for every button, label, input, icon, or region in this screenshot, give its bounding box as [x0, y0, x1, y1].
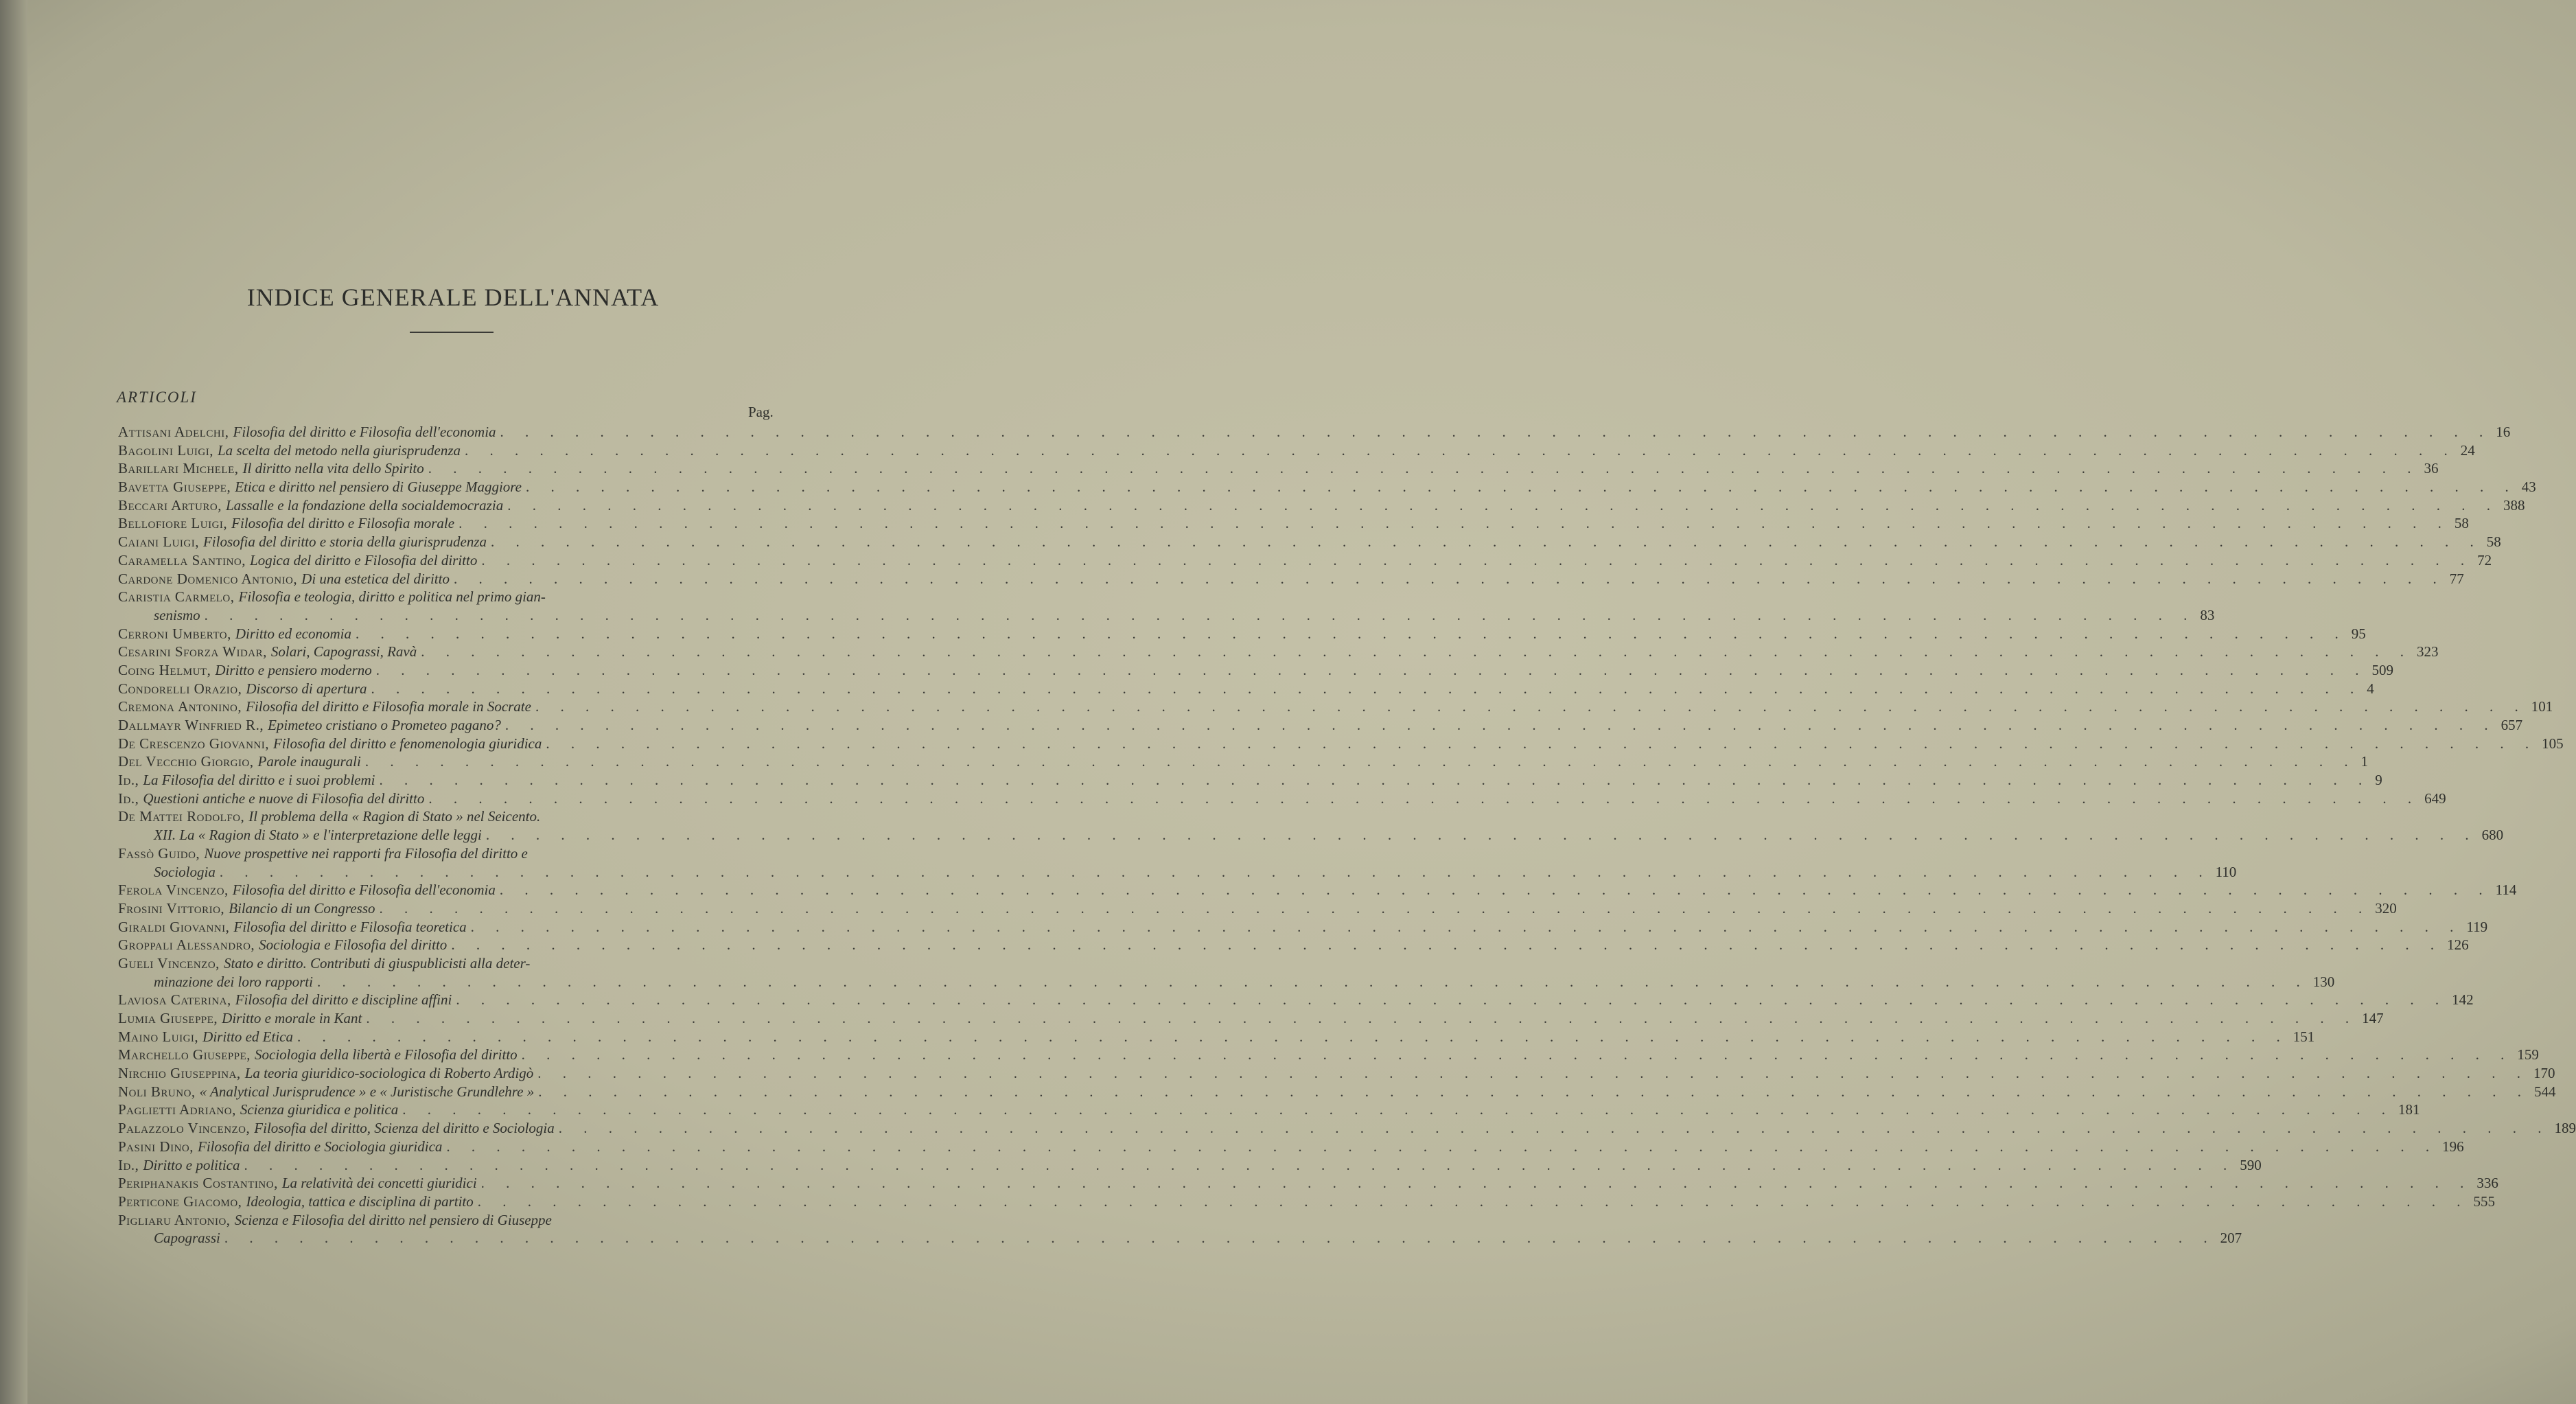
- index-entry: [118, 459, 2439, 478]
- leader-dots: . . . . . . . . . . . . . . . . . . . . . . . . . . . . . . . . . . . . . . . . . . . . . . . . . . . . . . . . . . . . . . . . . . . . . . . . . . . . . . . .: [451, 936, 2444, 954]
- entry-page-number: 114: [2495, 882, 2517, 899]
- index-entry: [118, 588, 796, 606]
- entry-title: Filosofia del diritto e Filosofia dell'economia: [232, 882, 496, 899]
- leader-dots: . . . . . . . . . . . . . . . . . . . . . . . . . . . . . . . . . . . . . . . . . . . . . . . . . . . . . . . . . . . . . . . . . . . . . . . . . . . . . . . .: [459, 515, 2450, 532]
- entry-title: Filosofia del diritto e Sociologia giuridica: [198, 1138, 443, 1155]
- entry-title: Nuove prospettive nei rapporti fra Filosofia del diritto e: [204, 844, 528, 862]
- entry-title-continued: XII. La « Ragion di Stato » e l'interpretazione delle leggi: [154, 827, 482, 844]
- entry-title: Parole inaugurali: [257, 753, 361, 770]
- leader-dots: . . . . . . . . . . . . . . . . . . . . . . . . . . . . . . . . . . . . . . . . . . . . . . . . . . . . . . . . . . . . . . . . . . . . . . . . . . . . . . . .: [480, 1175, 2473, 1192]
- leader-dots: . . . . . . . . . . . . . . . . . . . . . . . . . . . . . . . . . . . . . . . . . . . . . . . . . . . . . . . . . . . . . . . . . . . . . . . . . . . . . . . .: [355, 625, 2347, 642]
- entry-author: Bellofiore Luigi,: [118, 515, 228, 532]
- index-entry: [118, 752, 2369, 771]
- entry-page-number: 4: [2367, 680, 2374, 697]
- entry-title: Bilancio di un Congresso: [229, 899, 375, 917]
- index-entry: [118, 496, 2525, 515]
- entry-page-number: 196: [2442, 1138, 2464, 1155]
- entry-author: De Mattei Rodolfo,: [118, 808, 245, 825]
- index-entry: [118, 478, 2536, 496]
- index-entry: [118, 936, 2469, 954]
- index-entry: [118, 698, 2553, 716]
- leader-dots: . . . . . . . . . . . . . . . . . . . . . . . . . . . . . . . . . . . . . . . . . . . . . . . . . . . . . . . . . . . . . . . . . . . . . . . . . . . . . . . .: [453, 570, 2446, 587]
- leader-dots: . . . . . . . . . . . . . . . . . . . . . . . . . . . . . . . . . . . . . . . . . . . . . . . . . . . . . . . . . . . . . . . . . . . . . . . . . . . . . . . .: [504, 717, 2497, 733]
- entry-author: Cardone Domenico Antonio,: [118, 570, 298, 587]
- entry-title: Scienza giuridica e politica: [240, 1101, 399, 1118]
- entry-author: Id.,: [118, 772, 139, 789]
- entry-page-number: 147: [2362, 1010, 2384, 1026]
- entry-page-number: 110: [2215, 863, 2237, 880]
- entry-author: Frosini Vittorio,: [118, 899, 225, 917]
- index-entry: [118, 1083, 2556, 1101]
- entry-author: Bagolini Luigi,: [118, 441, 213, 459]
- page-title: INDICE GENERALE DELL'ANNATA: [246, 284, 660, 311]
- index-entry: [118, 533, 2501, 551]
- entry-page-number: 43: [2521, 479, 2536, 496]
- entry-title: Filosofia del diritto e Filosofia morale: [231, 515, 455, 532]
- entry-author: Id.,: [118, 1156, 139, 1173]
- entry-title: Filosofia del diritto e discipline affini: [235, 991, 452, 1009]
- entry-title-continued: Capograssi: [154, 1230, 220, 1247]
- index-entry: [118, 661, 2394, 680]
- entry-author: Condorelli Orazio,: [118, 680, 242, 697]
- entry-title: Il diritto nella vita dello Spirito: [242, 460, 424, 477]
- entry-author: Caiani Luigi,: [118, 533, 199, 551]
- entry-author: Dallmayr Winfried R.,: [118, 717, 264, 733]
- leader-dots: . . . . . . . . . . . . . . . . . . . . . . . . . . . . . . . . . . . . . . . . . . . . . . . . . . . . . . . . . . . . . . . . . . . . . . . . . . . . . . . .: [428, 460, 2420, 477]
- leader-dots: . . . . . . . . . . . . . . . . . . . . . . . . . . . . . . . . . . . . . . . . . . . . . . . . . . . . . . . . . . . . . . . . . . . . . . . . . . . . . . . .: [366, 1010, 2358, 1026]
- index-entry: [118, 771, 2382, 790]
- leader-dots: . . . . . . . . . . . . . . . . . . . . . . . . . . . . . . . . . . . . . . . . . . . . . . . . . . . . . . . . . . . . . . . . . . . . . . . . . . . . . . . .: [379, 899, 2371, 917]
- entry-page-number: 9: [2375, 772, 2382, 789]
- leader-dots: . . . . . . . . . . . . . . . . . . . . . . . . . . . . . . . . . . . . . . . . . . . . . . . . . . . . . . . . . . . . . . . . . . . . . . . . . . . . . . . .: [546, 735, 2538, 752]
- entry-author: Caramella Santino,: [118, 551, 246, 568]
- entry-title: Filosofia del diritto e storia della giurisprudenza: [202, 533, 487, 551]
- entry-title: La teoria giuridico-sociologica di Roberto Ardigò: [244, 1065, 534, 1082]
- leader-dots: . . . . . . . . . . . . . . . . . . . . . . . . . . . . . . . . . . . . . . . . . . . . . . . . . . . . . . . . . . . . . . . . . . . . . . . . . . . . . . . .: [507, 496, 2499, 514]
- entry-author: Marchello Giuseppe,: [118, 1046, 251, 1063]
- entry-title: Il problema della « Ragion di Stato » nel Seicento.: [248, 808, 541, 825]
- entry-page-number: 142: [2452, 991, 2474, 1009]
- entry-page-number: 1: [2360, 753, 2369, 770]
- index-entry: [118, 790, 2446, 808]
- entry-title: Diritto ed economia: [235, 625, 351, 642]
- entry-page-number: 58: [2486, 533, 2501, 551]
- entry-page-number: 95: [2351, 625, 2366, 642]
- entry-page-number: 181: [2398, 1101, 2420, 1118]
- leader-dots: . . . . . . . . . . . . . . . . . . . . . . . . . . . . . . . . . . . . . . . . . . . . . . . . . . . . . . . . . . . . . . . . . . . . . . . . . . . . . . . .: [491, 533, 2483, 551]
- entry-page-number: 24: [2460, 441, 2475, 459]
- entry-page-number: 72: [2477, 551, 2492, 568]
- leader-dots: . . . . . . . . . . . . . . . . . . . . . . . . . . . . . . . . . . . . . . . . . . . . . . . . . . . . . . . . . . . . . . . . . . . . . . . . . . . . . . . .: [428, 790, 2421, 807]
- entry-page-number: 170: [2533, 1065, 2555, 1082]
- index-entry: [118, 625, 2366, 643]
- entry-title: Logica del diritto e Filosofia del diritto: [250, 551, 478, 568]
- entry-title: Filosofia del diritto e Filosofia dell'economia: [233, 424, 496, 440]
- entry-author: Paglietti Adriano,: [118, 1101, 236, 1118]
- leader-dots: . . . . . . . . . . . . . . . . . . . . . . . . . . . . . . . . . . . . . . . . . . . . . . . . . . . . . . . . . . . . . . . . . . . . . . . . . . . . . . . .: [521, 1046, 2514, 1063]
- entry-author: Palazzolo Vincenzo,: [118, 1120, 251, 1137]
- entry-title: « Analytical Jurisprudence » e « Juristische Grundlehre »: [199, 1083, 535, 1100]
- entry-author: Fassò Guido,: [118, 844, 200, 862]
- entry-page-number: 159: [2517, 1046, 2539, 1063]
- entry-page-number: 151: [2293, 1028, 2315, 1045]
- leader-dots: . . . . . . . . . . . . . . . . . . . . . . . . . . . . . . . . . . . . . . . . . . . . . . . . . . . . . . . . . . . . . . . . . . . . . . . . . . . . . . . .: [402, 1101, 2394, 1118]
- leader-dots: . . . . . . . . . . . . . . . . . . . . . . . . . . . . . . . . . . . . . . . . . . . . . . . . . . . . . . . . . . . . . . . . . . . . . . . . . . . . . . . .: [537, 1065, 2530, 1082]
- entry-page-number: 544: [2534, 1083, 2556, 1100]
- entry-author: Bavetta Giuseppe,: [118, 479, 231, 496]
- index-entry: [118, 643, 2439, 661]
- index-entry: [118, 1174, 2498, 1193]
- entry-title: Sociologia e Filosofia del diritto: [259, 936, 448, 954]
- entry-title: Diritto e politica: [143, 1156, 240, 1173]
- index-entry-continuation: [118, 973, 2335, 991]
- entry-page-number: 657: [2500, 717, 2523, 733]
- leader-dots: . . . . . . . . . . . . . . . . . . . . . . . . . . . . . . . . . . . . . . . . . . . . . . . . . . . . . . . . . . . . . . . . . . . . . . . . . . . . . . . .: [465, 441, 2457, 459]
- index-entry: [118, 1138, 2464, 1156]
- index-entry: [118, 899, 2397, 918]
- entry-title-continued: minazione dei loro rapporti: [154, 973, 313, 990]
- leader-dots: . . . . . . . . . . . . . . . . . . . . . . . . . . . . . . . . . . . . . . . . . . . . . . . . . . . . . . . . . . . . . . . . . . . . . . . . . . . . . . . .: [470, 918, 2463, 935]
- index-entry: [118, 881, 2517, 899]
- entry-title: Etica e diritto nel pensiero di Giuseppe Maggiore: [235, 479, 522, 496]
- entry-page-number: 336: [2476, 1175, 2498, 1192]
- index-entry: [118, 918, 2488, 936]
- entry-title: Filosofia e teologia, diritto e politica nel primo gian-: [238, 588, 546, 606]
- entry-author: Attisani Adelchi,: [118, 424, 229, 440]
- entry-page-number: 58: [2454, 515, 2469, 532]
- entry-title: Discorso di apertura: [246, 680, 367, 697]
- entry-page-number: 83: [2200, 606, 2215, 623]
- entry-page-number: 105: [2542, 735, 2564, 752]
- entry-page-number: 649: [2424, 790, 2446, 807]
- entry-author: Del Vecchio Giorgio,: [118, 753, 254, 770]
- entry-title: Diritto ed Etica: [202, 1028, 293, 1045]
- entry-title: La scelta del metodo nella giurisprudenza: [217, 441, 461, 459]
- leader-dots: . . . . . . . . . . . . . . . . . . . . . . . . . . . . . . . . . . . . . . . . . . . . . . . . . . . . . . . . . . . . . . . . . . . . . . . . . . . . . . . .: [499, 882, 2492, 899]
- entry-author: Maino Luigi,: [118, 1028, 199, 1045]
- entry-page-number: 189: [2554, 1120, 2576, 1137]
- index-entry-continuation: [118, 1229, 2242, 1247]
- leader-dots: . . . . . . . . . . . . . . . . . . . . . . . . . . . . . . . . . . . . . . . . . . . . . . . . . . . . . . . . . . . . . . . . . . . . . . . . . . . . . . . .: [297, 1028, 2289, 1045]
- entry-page-number: 126: [2447, 936, 2469, 954]
- index-entry-continuation: [118, 606, 2215, 625]
- index-entry: [118, 716, 2523, 735]
- entry-title: Ideologia, tattica e disciplina di partito: [246, 1193, 474, 1210]
- index-entry: [118, 1009, 2384, 1028]
- entry-author: Ferola Vincenzo,: [118, 882, 229, 899]
- entry-author: Cesarini Sforza Widar,: [118, 643, 267, 660]
- leader-dots: . . . . . . . . . . . . . . . . . . . . . . . . . . . . . . . . . . . . . . . . . . . . . . . . . . . . . . . . . . . . . . . . . . . . . . . . . . . . . . . .: [558, 1120, 2551, 1137]
- entry-page-number: 101: [2531, 698, 2553, 715]
- index-entry: [118, 1046, 2539, 1064]
- entry-author: Periphanakis Costantino,: [118, 1175, 278, 1192]
- entry-title: Scienza e Filosofia del diritto nel pensiero di Giuseppe: [234, 1211, 552, 1228]
- entry-title: Filosofia del diritto e Filosofia teoretica: [233, 918, 467, 935]
- leader-dots: . . . . . . . . . . . . . . . . . . . . . . . . . . . . . . . . . . . . . . . . . . . . . . . . . . . . . . . . . . . . . . . . . . . . . . . . . . . . . . . .: [219, 863, 2212, 880]
- entry-title: Di una estetica del diritto: [301, 570, 450, 587]
- index-entry: [118, 1211, 796, 1230]
- entry-page-number: 388: [2503, 496, 2525, 514]
- leader-dots: . . . . . . . . . . . . . . . . . . . . . . . . . . . . . . . . . . . . . . . . . . . . . . . . . . . . . . . . . . . . . . . . . . . . . . . . . . . . . . . .: [379, 772, 2371, 789]
- index-entry: [118, 423, 2511, 441]
- index-entry: [118, 1064, 2555, 1083]
- entry-author: Coing Helmut,: [118, 661, 211, 678]
- entry-title: Lassalle e la fondazione della socialdemocrazia: [225, 496, 504, 514]
- entry-page-number: 590: [2240, 1156, 2262, 1173]
- entry-page-number: 680: [2481, 827, 2504, 844]
- leader-dots: . . . . . . . . . . . . . . . . . . . . . . . . . . . . . . . . . . . . . . . . . . . . . . . . . . . . . . . . . . . . . . . . . . . . . . . . . . . . . . . .: [535, 698, 2527, 715]
- leader-dots: . . . . . . . . . . . . . . . . . . . . . . . . . . . . . . . . . . . . . . . . . . . . . . . . . . . . . . . . . . . . . . . . . . . . . . . . . . . . . . . .: [316, 973, 2309, 990]
- index-entry: [118, 514, 2469, 533]
- leader-dots: . . . . . . . . . . . . . . . . . . . . . . . . . . . . . . . . . . . . . . . . . . . . . . . . . . . . . . . . . . . . . . . . . . . . . . . . . . . . . . . .: [477, 1193, 2470, 1210]
- entry-author: Caristia Carmelo,: [118, 588, 235, 606]
- entry-author: Laviosa Caterina,: [118, 991, 231, 1009]
- entry-title: La Filosofia del diritto e i suoi problemi: [143, 772, 375, 789]
- leader-dots: . . . . . . . . . . . . . . . . . . . . . . . . . . . . . . . . . . . . . . . . . . . . . . . . . . . . . . . . . . . . . . . . . . . . . . . . . . . . . . . .: [446, 1138, 2439, 1155]
- index-entry: [118, 570, 2464, 588]
- index-entry: [118, 1193, 2495, 1211]
- index-entry: [118, 954, 796, 973]
- entry-title: Filosofia del diritto, Scienza del diritto e Sociologia: [254, 1120, 555, 1137]
- index-entry: [118, 680, 2374, 698]
- index-entry-continuation: [118, 863, 2237, 882]
- leader-dots: . . . . . . . . . . . . . . . . . . . . . . . . . . . . . . . . . . . . . . . . . . . . . . . . . . . . . . . . . . . . . . . . . . . . . . . . . . . . . . . .: [244, 1156, 2236, 1173]
- entry-page-number: 16: [2496, 424, 2511, 440]
- title-divider: [410, 332, 494, 333]
- index-entry: [118, 807, 796, 826]
- index-entry: [118, 844, 796, 863]
- entry-page-number: 320: [2375, 899, 2397, 917]
- leader-dots: . . . . . . . . . . . . . . . . . . . . . . . . . . . . . . . . . . . . . . . . . . . . . . . . . . . . . . . . . . . . . . . . . . . . . . . . . . . . . . . .: [204, 606, 2196, 623]
- index-entry: [118, 1119, 2576, 1138]
- leader-dots: . . . . . . . . . . . . . . . . . . . . . . . . . . . . . . . . . . . . . . . . . . . . . . . . . . . . . . . . . . . . . . . . . . . . . . . . . . . . . . . .: [481, 551, 2474, 568]
- section-heading: ARTICOLI: [117, 389, 197, 406]
- entry-page-number: 323: [2417, 643, 2439, 660]
- entry-author: Perticone Giacomo,: [118, 1193, 242, 1210]
- entry-title: Diritto e morale in Kant: [222, 1010, 362, 1026]
- entry-title: Filosofia del diritto e Filosofia morale in Socrate: [246, 698, 531, 715]
- entry-author: Cremona Antonino,: [118, 698, 242, 715]
- entry-author: De Crescenzo Giovanni,: [118, 735, 269, 752]
- article-index-list: [118, 423, 2576, 1247]
- entry-author: Beccari Arturo,: [118, 496, 222, 514]
- entry-page-number: 509: [2371, 661, 2394, 678]
- entry-author: Id.,: [118, 790, 139, 807]
- entry-title: La relatività dei concetti giuridici: [281, 1175, 477, 1192]
- entry-page-number: 555: [2473, 1193, 2495, 1210]
- index-entry-continuation: [118, 826, 2504, 844]
- entry-page-number: 207: [2220, 1230, 2242, 1247]
- leader-dots: . . . . . . . . . . . . . . . . . . . . . . . . . . . . . . . . . . . . . . . . . . . . . . . . . . . . . . . . . . . . . . . . . . . . . . . . . . . . . . . .: [371, 680, 2363, 697]
- entry-page-number: 77: [2449, 570, 2464, 587]
- index-entry: [118, 441, 2475, 460]
- entry-author: Nirchio Giuseppina,: [118, 1065, 241, 1082]
- entry-author: Lumia Giuseppe,: [118, 1010, 218, 1026]
- index-entry: [118, 735, 2564, 753]
- entry-title-continued: senismo: [154, 606, 200, 623]
- entry-author: Pigliaru Antonio,: [118, 1211, 231, 1228]
- leader-dots: . . . . . . . . . . . . . . . . . . . . . . . . . . . . . . . . . . . . . . . . . . . . . . . . . . . . . . . . . . . . . . . . . . . . . . . . . . . . . . . .: [375, 661, 2368, 678]
- entry-author: Giraldi Giovanni,: [118, 918, 230, 935]
- entry-title: Diritto e pensiero moderno: [215, 661, 372, 678]
- entry-title: Solari, Capograssi, Ravà: [270, 643, 417, 660]
- entry-author: Noli Bruno,: [118, 1083, 196, 1100]
- entry-author: Gueli Vincenzo,: [118, 954, 220, 971]
- entry-title: Sociologia della libertà e Filosofia del diritto: [255, 1046, 518, 1063]
- leader-dots: . . . . . . . . . . . . . . . . . . . . . . . . . . . . . . . . . . . . . . . . . . . . . . . . . . . . . . . . . . . . . . . . . . . . . . . . . . . . . . . .: [500, 424, 2492, 440]
- entry-author: Groppali Alessandro,: [118, 936, 255, 954]
- index-entry: [118, 991, 2474, 1009]
- entry-title: Stato e diritto. Contributi di giuspublicisti alla deter-: [223, 954, 531, 971]
- entry-page-number: 130: [2312, 973, 2335, 990]
- entry-page-number: 119: [2466, 918, 2488, 935]
- entry-title: Epimeteo cristiano o Prometeo pagano?: [268, 717, 501, 733]
- leader-dots: . . . . . . . . . . . . . . . . . . . . . . . . . . . . . . . . . . . . . . . . . . . . . . . . . . . . . . . . . . . . . . . . . . . . . . . . . . . . . . . .: [364, 753, 2357, 770]
- entry-author: Pasini Dino,: [118, 1138, 194, 1155]
- index-entry: [118, 551, 2492, 570]
- entry-title: Questioni antiche e nuove di Filosofia del diritto: [143, 790, 425, 807]
- leader-dots: . . . . . . . . . . . . . . . . . . . . . . . . . . . . . . . . . . . . . . . . . . . . . . . . . . . . . . . . . . . . . . . . . . . . . . . . . . . . . . . .: [526, 479, 2518, 496]
- index-entry: [118, 1028, 2315, 1046]
- entry-page-number: 36: [2424, 460, 2439, 477]
- entry-title: Filosofia del diritto e fenomenologia giuridica: [272, 735, 542, 752]
- entry-author: Barillari Michele,: [118, 460, 239, 477]
- leader-dots: . . . . . . . . . . . . . . . . . . . . . . . . . . . . . . . . . . . . . . . . . . . . . . . . . . . . . . . . . . . . . . . . . . . . . . . . . . . . . . . .: [224, 1230, 2216, 1247]
- leader-dots: . . . . . . . . . . . . . . . . . . . . . . . . . . . . . . . . . . . . . . . . . . . . . . . . . . . . . . . . . . . . . . . . . . . . . . . . . . . . . . . .: [485, 827, 2478, 844]
- page-column-header: Pag.: [748, 404, 774, 420]
- leader-dots: . . . . . . . . . . . . . . . . . . . . . . . . . . . . . . . . . . . . . . . . . . . . . . . . . . . . . . . . . . . . . . . . . . . . . . . . . . . . . . . .: [421, 643, 2413, 660]
- index-entry: [118, 1156, 2262, 1175]
- page-edge-shadow: [0, 0, 27, 1404]
- leader-dots: . . . . . . . . . . . . . . . . . . . . . . . . . . . . . . . . . . . . . . . . . . . . . . . . . . . . . . . . . . . . . . . . . . . . . . . . . . . . . . . .: [538, 1083, 2530, 1100]
- entry-author: Cerroni Umberto,: [118, 625, 231, 642]
- leader-dots: . . . . . . . . . . . . . . . . . . . . . . . . . . . . . . . . . . . . . . . . . . . . . . . . . . . . . . . . . . . . . . . . . . . . . . . . . . . . . . . .: [456, 991, 2448, 1009]
- index-entry: [118, 1101, 2420, 1119]
- entry-title-continued: Sociologia: [154, 863, 216, 880]
